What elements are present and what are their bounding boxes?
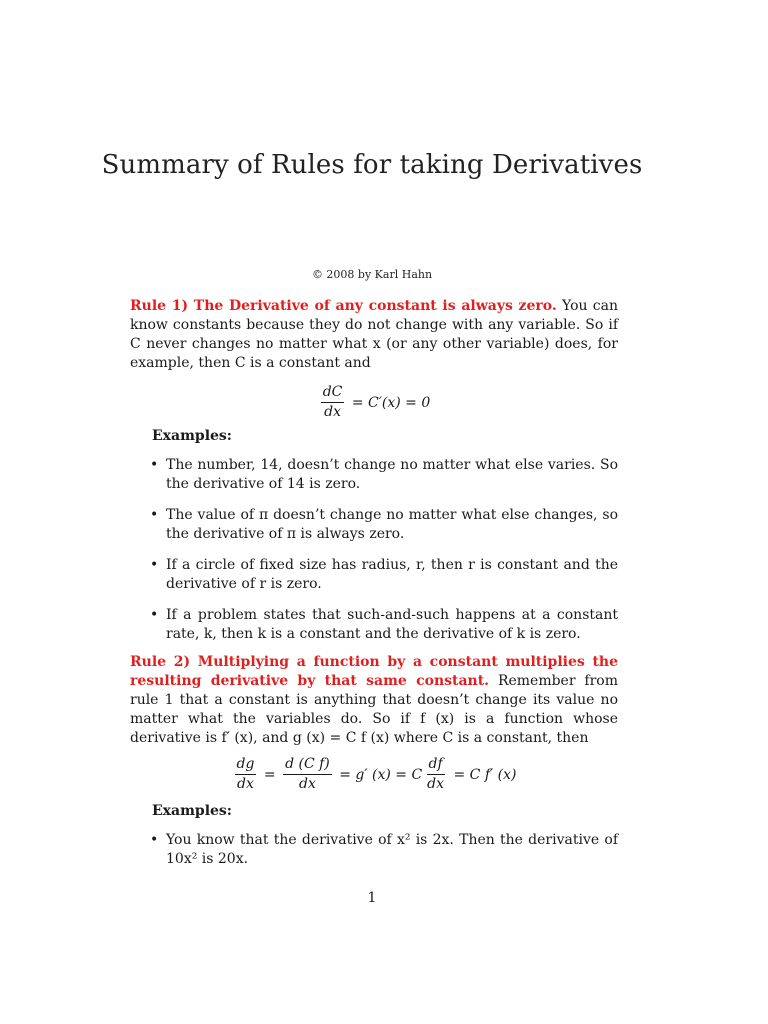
rule1-examples-list	[146, 456, 618, 644]
rule1-frac-den: dx	[324, 404, 341, 420]
rule1-examples-heading: Examples:	[152, 428, 232, 444]
page-number: 1	[367, 890, 377, 906]
rule1-eq-rest: = C′(x) = 0	[347, 394, 431, 411]
list-item: • If a circle of fixed size has radius, r, then r is constant and the derivative of r is zero.	[146, 556, 618, 594]
rule1-frac-num: dC	[321, 384, 345, 403]
rule1-heading: Rule 1) The Derivative of any constant is always zero.	[130, 298, 557, 314]
rule2-paragraph	[130, 653, 618, 748]
byline: © 2008 by Karl Hahn	[311, 268, 433, 281]
rule2-eq-part-1: =	[259, 766, 281, 783]
rule2-equation	[130, 756, 618, 793]
rule1-paragraph	[130, 297, 618, 373]
rule2-frac2-num: d (C f)	[283, 756, 332, 775]
rule2-examples-list	[146, 831, 618, 869]
rule2-frac3-num: df	[427, 756, 445, 775]
rule2-eq-part-3: = C f′ (x)	[449, 766, 517, 783]
rule2-fraction-2	[283, 756, 332, 793]
list-item: • You know that the derivative of x² is 2x. Then the derivative of 10x² is 20x.	[146, 831, 618, 869]
rule2-fraction-1	[235, 756, 257, 793]
rule2-eq-part-2: = g′ (x) = C	[334, 766, 423, 783]
page-title: Summary of Rules for taking Derivatives	[101, 150, 643, 180]
rule2-text: Remember from rule 1 that a constant is anything that doesn’t change its value no matter what the variables do. So if f (x) is a function whose derivative is f′ (x), and g (x) = C f (x) where C is a constant, then	[130, 673, 618, 746]
rule2-heading: Rule 2) Multiplying a function by a constant multiplies the resulting derivative by that same constant.	[130, 654, 618, 689]
rule2-frac3-den: dx	[427, 776, 445, 792]
list-item: • If a problem states that such-and-such happens at a constant rate, k, then k is a constant and the derivative of k is zero.	[146, 606, 618, 644]
list-item: • The number, 14, doesn’t change no matter what else varies. So the derivative of 14 is zero.	[146, 456, 618, 494]
rule1-fraction	[321, 384, 345, 421]
list-item: • The value of π doesn’t change no matter what else changes, so the derivative of π is always zero.	[146, 506, 618, 544]
rule1-text: You can know constants because they do not change with any variable. So if C never changes no matter what x (or any other variable) does, for example, then C is a constant and	[130, 298, 618, 371]
rule2-frac2-den: dx	[299, 776, 316, 792]
rule2-fraction-3	[425, 756, 446, 793]
rule2-frac1-den: dx	[237, 776, 254, 792]
rule1-equation	[130, 384, 618, 421]
rule2-examples-heading: Examples:	[152, 803, 232, 819]
rule2-frac1-num: dg	[235, 756, 257, 775]
